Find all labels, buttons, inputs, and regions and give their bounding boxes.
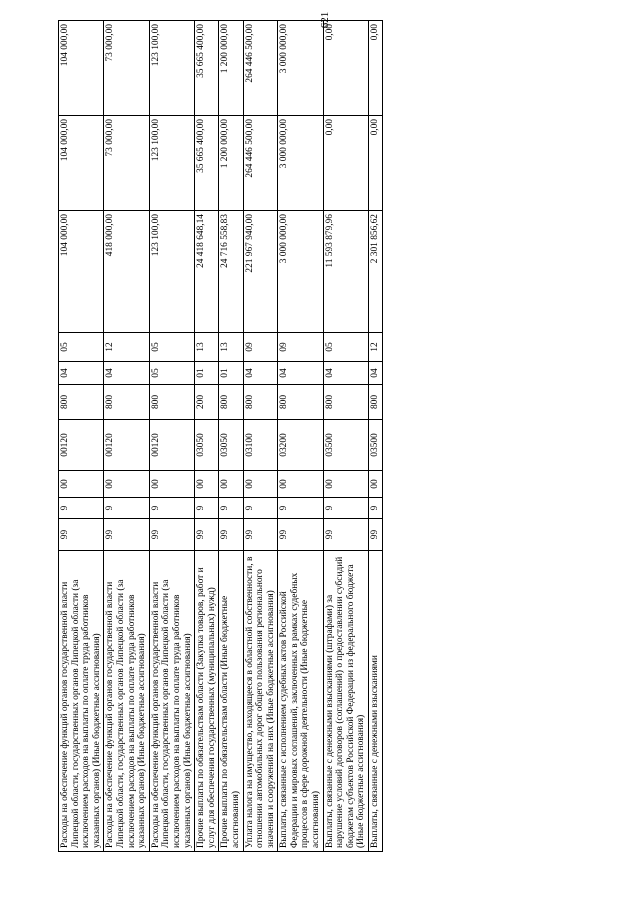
row-description: Уплата налога на имущество, находящееся в областной собственности, в отношении автомобильных дорог общего пользования регионального значения и сооружений на них (Иные бюджетные ассигнования): [243, 551, 278, 852]
table-row: [195, 21, 219, 852]
code-expense-type: 800: [278, 385, 323, 420]
code-subprogram: 9: [278, 498, 323, 519]
row-description: Прочие выплаты по обязательствам области (Иные бюджетные ассигнования): [219, 551, 243, 852]
code-subprogram: 9: [59, 498, 104, 519]
code-subsection: 12: [104, 333, 149, 362]
amount-year-2: 35 665 400,00: [195, 116, 219, 211]
code-main-event: 00: [104, 471, 149, 498]
amount-year-1: 3 000 000,00: [278, 211, 323, 333]
code-subsection: 05: [59, 333, 104, 362]
code-subprogram: 9: [149, 498, 194, 519]
code-program: 99: [278, 519, 323, 551]
table-row: [278, 21, 323, 852]
code-program: 99: [219, 519, 243, 551]
code-subprogram: 9: [243, 498, 278, 519]
code-subprogram: 9: [195, 498, 219, 519]
code-program: 99: [104, 519, 149, 551]
code-section: 04: [278, 362, 323, 385]
row-description: Выплаты, связанные с денежными взысканиями: [369, 551, 383, 852]
amount-year-2: 264 446 500,00: [243, 116, 278, 211]
amount-year-2: 0,00: [369, 116, 383, 211]
amount-year-3: 0,00: [369, 21, 383, 116]
code-direction: 03500: [369, 420, 383, 471]
table-row: [369, 21, 383, 852]
amount-year-1: 221 967 940,00: [243, 211, 278, 333]
amount-year-1: 11 593 879,96: [323, 211, 368, 333]
code-main-event: 00: [369, 471, 383, 498]
code-expense-type: 800: [104, 385, 149, 420]
code-expense-type: 800: [369, 385, 383, 420]
code-program: 99: [243, 519, 278, 551]
code-program: 99: [323, 519, 368, 551]
code-main-event: 00: [278, 471, 323, 498]
table-row: [323, 21, 368, 852]
rotated-table-container: [58, 24, 383, 852]
code-main-event: 00: [59, 471, 104, 498]
code-section: 04: [369, 362, 383, 385]
amount-year-2: 3 000 000,00: [278, 116, 323, 211]
code-direction: 00120: [149, 420, 194, 471]
table-row: [149, 21, 194, 852]
code-expense-type: 800: [323, 385, 368, 420]
page-number: 621: [319, 11, 331, 29]
table-row: [219, 21, 243, 852]
code-section: 04: [323, 362, 368, 385]
code-direction: 03050: [195, 420, 219, 471]
budget-table: [58, 20, 383, 852]
code-subprogram: 9: [323, 498, 368, 519]
code-subprogram: 9: [219, 498, 243, 519]
code-subsection: 05: [149, 333, 194, 362]
amount-year-3: 73 000,00: [104, 21, 149, 116]
amount-year-3: 104 000,00: [59, 21, 104, 116]
code-direction: 03050: [219, 420, 243, 471]
amount-year-1: 104 000,00: [59, 211, 104, 333]
amount-year-2: 0,00: [323, 116, 368, 211]
code-direction: 00120: [104, 420, 149, 471]
code-expense-type: 800: [243, 385, 278, 420]
code-expense-type: 800: [59, 385, 104, 420]
code-main-event: 00: [195, 471, 219, 498]
amount-year-2: 104 000,00: [59, 116, 104, 211]
amount-year-3: 123 100,00: [149, 21, 194, 116]
code-program: 99: [369, 519, 383, 551]
code-subsection: 09: [243, 333, 278, 362]
code-section: 01: [195, 362, 219, 385]
code-direction: 03200: [278, 420, 323, 471]
code-section: 05: [149, 362, 194, 385]
code-subprogram: 9: [104, 498, 149, 519]
code-subsection: 13: [195, 333, 219, 362]
row-description: Расходы на обеспечение функций органов государственной власти Липецкой области, государственных органов Липецкой области (за исключением расходов на выплаты по оплате труда работников указанных органов) (Иные бюджетные ассигнования): [104, 551, 149, 852]
code-subsection: 13: [219, 333, 243, 362]
amount-year-2: 73 000,00: [104, 116, 149, 211]
code-section: 04: [59, 362, 104, 385]
code-direction: 03100: [243, 420, 278, 471]
code-section: 04: [104, 362, 149, 385]
code-direction: 03500: [323, 420, 368, 471]
code-program: 99: [195, 519, 219, 551]
code-expense-type: 800: [219, 385, 243, 420]
table-row: [104, 21, 149, 852]
amount-year-3: 3 000 000,00: [278, 21, 323, 116]
row-description: Расходы на обеспечение функций органов государственной власти Липецкой области, государственных органов Липецкой области (за исключением расходов на выплаты по оплате труда работников указанных органов) (Иные бюджетные ассигнования): [59, 551, 104, 852]
code-program: 99: [59, 519, 104, 551]
code-main-event: 00: [323, 471, 368, 498]
code-section: 04: [243, 362, 278, 385]
amount-year-1: 24 716 558,83: [219, 211, 243, 333]
row-description: Расходы на обеспечение функций органов государственной власти Липецкой области, государственных органов Липецкой области (за исключением расходов на выплаты по оплате труда работников указанных органов) (Иные бюджетные ассигнования): [149, 551, 194, 852]
amount-year-1: 24 418 648,14: [195, 211, 219, 333]
code-expense-type: 800: [149, 385, 194, 420]
amount-year-1: 418 000,00: [104, 211, 149, 333]
amount-year-1: 2 301 856,62: [369, 211, 383, 333]
code-subsection: 09: [278, 333, 323, 362]
code-subprogram: 9: [369, 498, 383, 519]
code-main-event: 00: [149, 471, 194, 498]
code-main-event: 00: [243, 471, 278, 498]
code-section: 01: [219, 362, 243, 385]
code-subsection: 05: [323, 333, 368, 362]
amount-year-2: 123 100,00: [149, 116, 194, 211]
amount-year-2: 1 200 000,00: [219, 116, 243, 211]
row-description: Выплаты, связанные с денежными взысканиями (штрафами) за нарушение условий договоров (соглашений) о предоставлении субсидий бюджетам субъектов Российской Федерации из федерального бюджета (Иные бюджетные ассигнования): [323, 551, 368, 852]
code-expense-type: 200: [195, 385, 219, 420]
amount-year-3: 1 200 000,00: [219, 21, 243, 116]
table-row: [59, 21, 104, 852]
row-description: Прочие выплаты по обязательствам области (Закупка товаров, работ и услуг для обеспечения государственных (муниципальных) нужд): [195, 551, 219, 852]
table-row: [243, 21, 278, 852]
amount-year-3: 35 665 400,00: [195, 21, 219, 116]
code-program: 99: [149, 519, 194, 551]
code-main-event: 00: [219, 471, 243, 498]
code-subsection: 12: [369, 333, 383, 362]
amount-year-1: 123 100,00: [149, 211, 194, 333]
amount-year-3: 0,00: [323, 21, 368, 116]
code-direction: 00120: [59, 420, 104, 471]
amount-year-3: 264 446 500,00: [243, 21, 278, 116]
row-description: Выплаты, связанные с исполнением судебных актов Российской Федерации и мировых соглашений, заключенных в рамках судебных процессов в сфере дорожной деятельности (Иные бюджетные ассигнования): [278, 551, 323, 852]
